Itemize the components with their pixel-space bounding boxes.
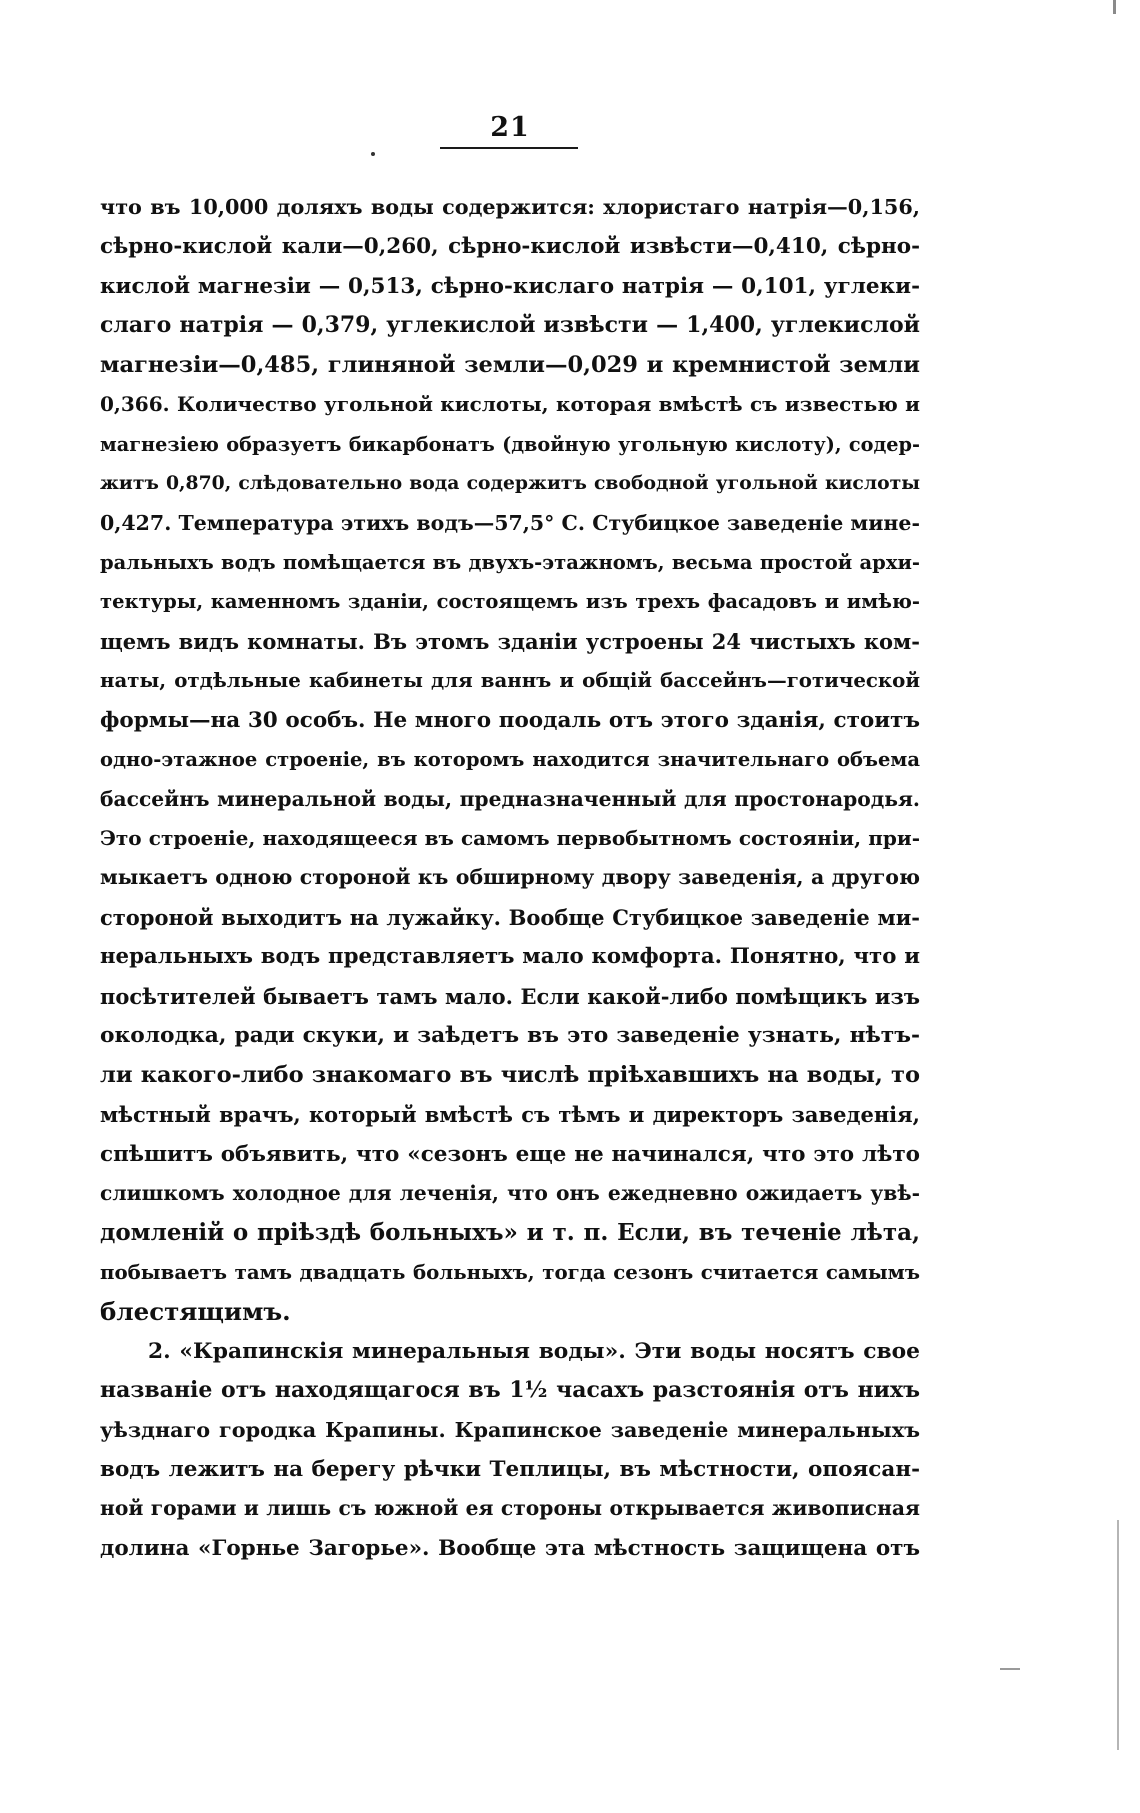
scan-dot-mark	[371, 152, 375, 156]
text-line: побываетъ тамъ двадцать больныхъ, тогда сезонъ считается самымъ	[100, 1259, 920, 1284]
text-line: сѣрно-кислой кали—0,260, сѣрно-кислой извѣсти—0,410, сѣрно-	[100, 234, 920, 260]
text-line: неральныхъ водъ представляетъ мало комфорта. Понятно, что и	[100, 944, 920, 970]
text-line: тектуры, каменномъ зданіи, состоящемъ изъ трехъ фасадовъ и имѣю-	[100, 590, 920, 614]
scan-edge-line	[1117, 1520, 1119, 1750]
page-number: 21	[490, 112, 530, 143]
text-line: домленій о пріѣздѣ больныхъ» и т. п. Если, въ теченіе лѣта,	[100, 1219, 920, 1247]
text-line: посѣтителей бываетъ тамъ мало. Если какой-либо помѣщикъ изъ	[100, 983, 920, 1009]
text-line: ральныхъ водъ помѣщается въ двухъ-этажномъ, весьма простой архи-	[100, 550, 920, 574]
text-line: слишкомъ холодное для леченія, что онъ ежедневно ожидаетъ увѣ-	[100, 1180, 920, 1205]
paragraph-start-line: 2. «Крапинскія минеральныя воды». Эти воды носятъ свое	[148, 1338, 920, 1364]
text-line: стороной выходитъ на лужайку. Вообще Стубицкое заведеніе ми-	[100, 904, 920, 930]
text-line: названіе отъ находящагося въ 1½ часахъ разстоянія отъ нихъ	[100, 1377, 920, 1404]
text-line: кислой магнезіи — 0,513, сѣрно-кислаго натрія — 0,101, углеки-	[100, 273, 920, 299]
text-line: одно-этажное строеніе, въ которомъ находится значительнаго объема	[100, 748, 920, 772]
text-line: 0,366. Количество угольной кислоты, которая вмѣстѣ съ известью и	[100, 392, 920, 417]
text-line: магнезіею образуетъ бикарбонатъ (двойную угольную кислоту), содер-	[100, 432, 920, 456]
text-line: околодка, ради скуки, и заѣдетъ въ это заведеніе узнать, нѣтъ-	[100, 1023, 920, 1049]
text-line: щемъ видъ комнаты. Въ этомъ зданіи устроены 24 чистыхъ ком-	[100, 628, 920, 654]
text-line: магнезіи—0,485, глиняной земли—0,029 и кремнистой земли	[100, 351, 920, 378]
paragraph-end-line: блестящимъ.	[100, 1297, 291, 1327]
text-line: мыкаетъ одною стороной къ обширному двору заведенія, а другою	[100, 865, 920, 890]
header-rule	[440, 147, 578, 149]
text-line: житъ 0,870, слѣдовательно вода содержитъ свободной угольной кислоты	[100, 472, 920, 495]
text-line: мѣстный врачъ, который вмѣстѣ съ тѣмъ и директоръ заведенія,	[100, 1102, 920, 1128]
text-line: спѣшитъ объявить, что «сезонъ еще не начинался, что это лѣто	[100, 1141, 920, 1167]
text-line: формы—на 30 особъ. Не много поодаль отъ этого зданія, стоитъ	[100, 707, 920, 733]
text-line: уѣзднаго городка Крапины. Крапинское заведеніе минеральныхъ	[100, 1417, 920, 1442]
text-line: слаго натрія — 0,379, углекислой извѣсти — 1,400, углекислой	[100, 312, 920, 339]
text-line: что въ 10,000 доляхъ воды содержится: хлористаго натрія—0,156,	[100, 195, 920, 219]
scan-edge-mark	[1113, 0, 1116, 14]
text-line: ли какого-либо знакомаго въ числѣ пріѣхавшихъ на воды, то	[100, 1061, 920, 1088]
body-text	[100, 188, 920, 1568]
text-line: 0,427. Температура этихъ водъ—57,5° С. Стубицкое заведеніе мине-	[100, 510, 920, 535]
text-line: ной горами и лишь съ южной ея стороны открывается живописная	[100, 1496, 920, 1521]
scan-edge-dash	[1000, 1668, 1020, 1670]
text-line: водъ лежитъ на берегу рѣчки Теплицы, въ мѣстности, опоясан-	[100, 1457, 920, 1482]
text-line: наты, отдѣльные кабинеты для ваннъ и общій бассейнъ—готической	[100, 668, 920, 693]
text-line: долина «Горнье Загорье». Вообще эта мѣстность защищена отъ	[100, 1535, 920, 1561]
text-line: бассейнъ минеральной воды, предназначенный для простонародья.	[100, 786, 920, 811]
text-line: Это строеніе, находящееся въ самомъ первобытномъ состояніи, при-	[100, 826, 920, 850]
